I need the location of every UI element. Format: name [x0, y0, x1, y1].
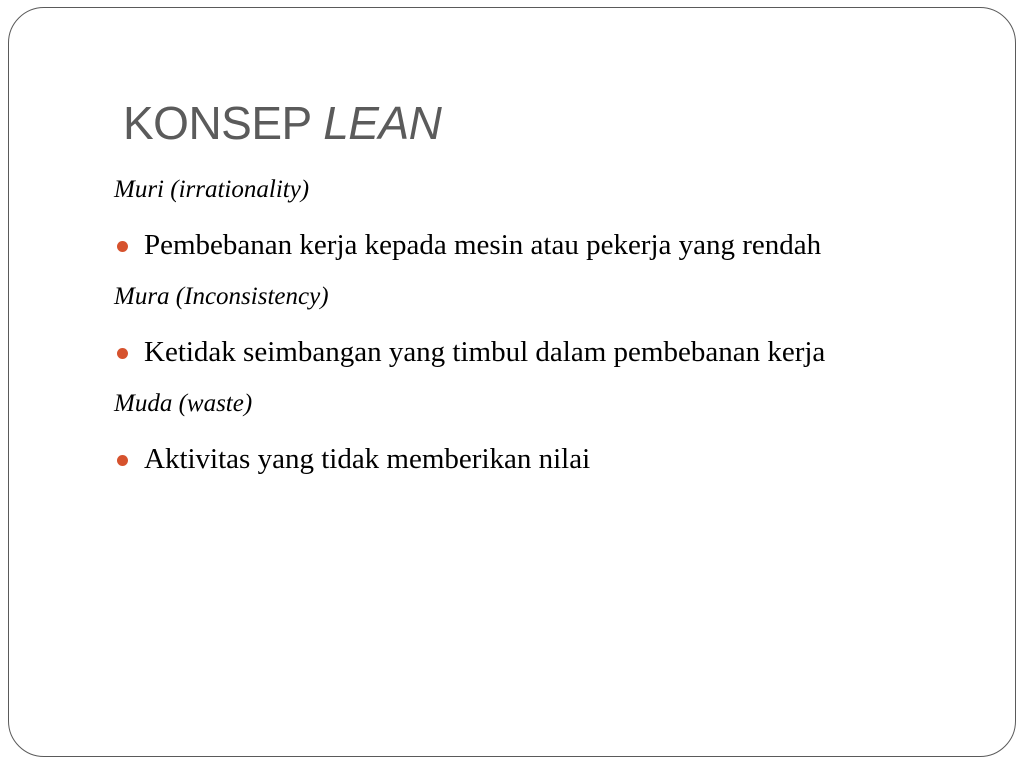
bullet-text-muda: Aktivitas yang tidak memberikan nilai: [144, 443, 591, 475]
bullet-item-mura: [114, 334, 994, 370]
bullet-item-muda: [114, 441, 994, 477]
title-italic-text: LEAN: [323, 97, 442, 149]
bullet-text-mura: Ketidak seimbangan yang timbul dalam pembebanan kerja: [144, 336, 826, 368]
bullet-dot-icon: [117, 241, 128, 252]
bullet-item-muri: [114, 227, 994, 263]
title-main-text: KONSEP: [123, 97, 324, 149]
slide-content: [114, 172, 994, 493]
bullet-dot-icon: [117, 348, 128, 359]
section-heading-muda: Muda (waste): [114, 390, 253, 417]
section-heading-muri: Muri (irrationality): [114, 176, 310, 203]
bullet-dot-icon: [117, 455, 128, 466]
section-heading-mura: Mura (Inconsistency): [114, 283, 329, 310]
bullet-text-muri: Pembebanan kerja kepada mesin atau pekerja yang rendah: [144, 229, 822, 261]
slide-title: [123, 96, 441, 150]
